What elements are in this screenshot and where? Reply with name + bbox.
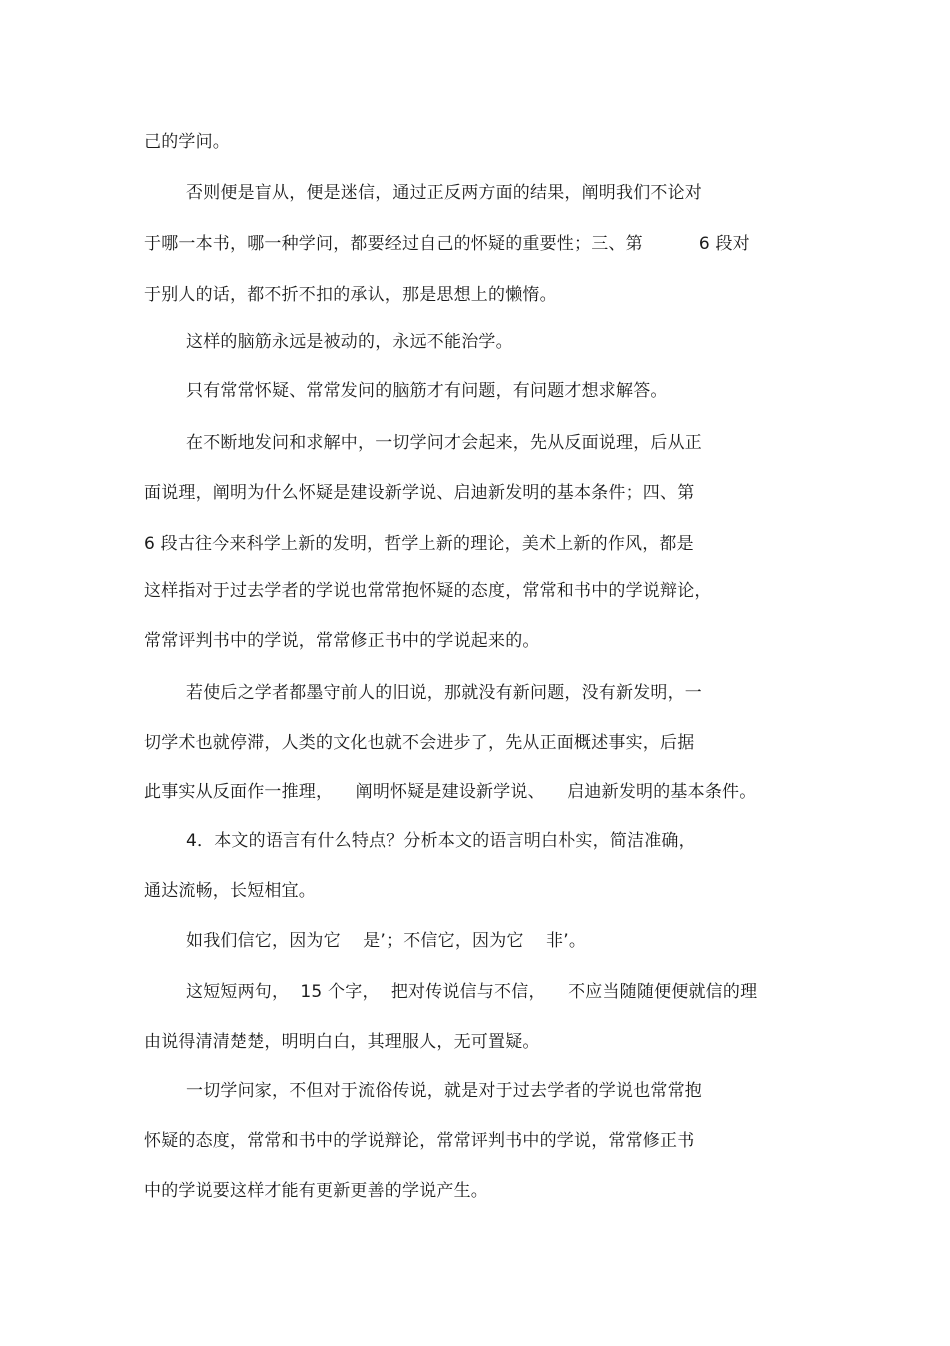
text-line: 6 段古往今来科学上新的发明，哲学上新的理论，美术上新的作风，都是 [144,534,694,554]
paragraph-start-line: 只有常常怀疑、常常发问的脑筋才有问题，有问题才想求解答。 [186,381,668,401]
text-line: 常常评判书中的学说，常常修正书中的学说起来的。 [144,631,540,651]
paragraph-start-line: 一切学问家，不但对于流俗传说，就是对于过去学者的学说也常常抱 [186,1081,702,1101]
paragraph-start-line: 这样的脑筋永远是被动的，永远不能治学。 [186,332,513,352]
text-line: 怀疑的态度，常常和书中的学说辩论，常常评判书中的学说，常常修正书 [144,1131,695,1151]
paragraph-start-line: 如我们信它，因为它 是’；不信它，因为它 非’。 [186,931,587,951]
text-line: 此事实从反面作一推理， 阐明怀疑是建设新学说、 启迪新发明的基本条件。 [144,782,757,802]
text-line: 于别人的话，都不折不扣的承认，那是思想上的懒惰。 [144,285,557,305]
text-line: 面说理，阐明为什么怀疑是建设新学说、启迪新发明的基本条件；四、第 [144,483,695,503]
text-line: 于哪一本书，哪一种学问，都要经过自己的怀疑的重要性；三、第 6 段对 [144,234,750,254]
text-line: 这样指对于过去学者的学说也常常抱怀疑的态度，常常和书中的学说辩论， [144,581,712,601]
paragraph-start-line: 若使后之学者都墨守前人的旧说，那就没有新问题，没有新发明，一 [186,683,702,703]
text-line: 切学术也就停滞，人类的文化也就不会进步了，先从正面概述事实，后据 [144,733,695,753]
text-line: 由说得清清楚楚，明明白白，其理服人，无可置疑。 [144,1032,540,1052]
text-line: 中的学说要这样才能有更新更善的学说产生。 [144,1181,488,1201]
text-line: 通达流畅，长短相宜。 [144,881,316,901]
paragraph-start-line: 否则便是盲从，便是迷信，通过正反两方面的结果，阐明我们不论对 [186,183,702,203]
paragraph-start-line: 在不断地发问和求解中，一切学问才会起来，先从反面说理，后从正 [186,433,702,453]
paragraph-start-line: 4．本文的语言有什么特点？分析本文的语言明白朴实，简洁准确， [186,831,696,851]
paragraph-start-line: 这短短两句， 15 个字， 把对传说信与不信， 不应当随随便便就信的理 [186,982,758,1002]
text-line: 己的学问。 [144,132,230,152]
